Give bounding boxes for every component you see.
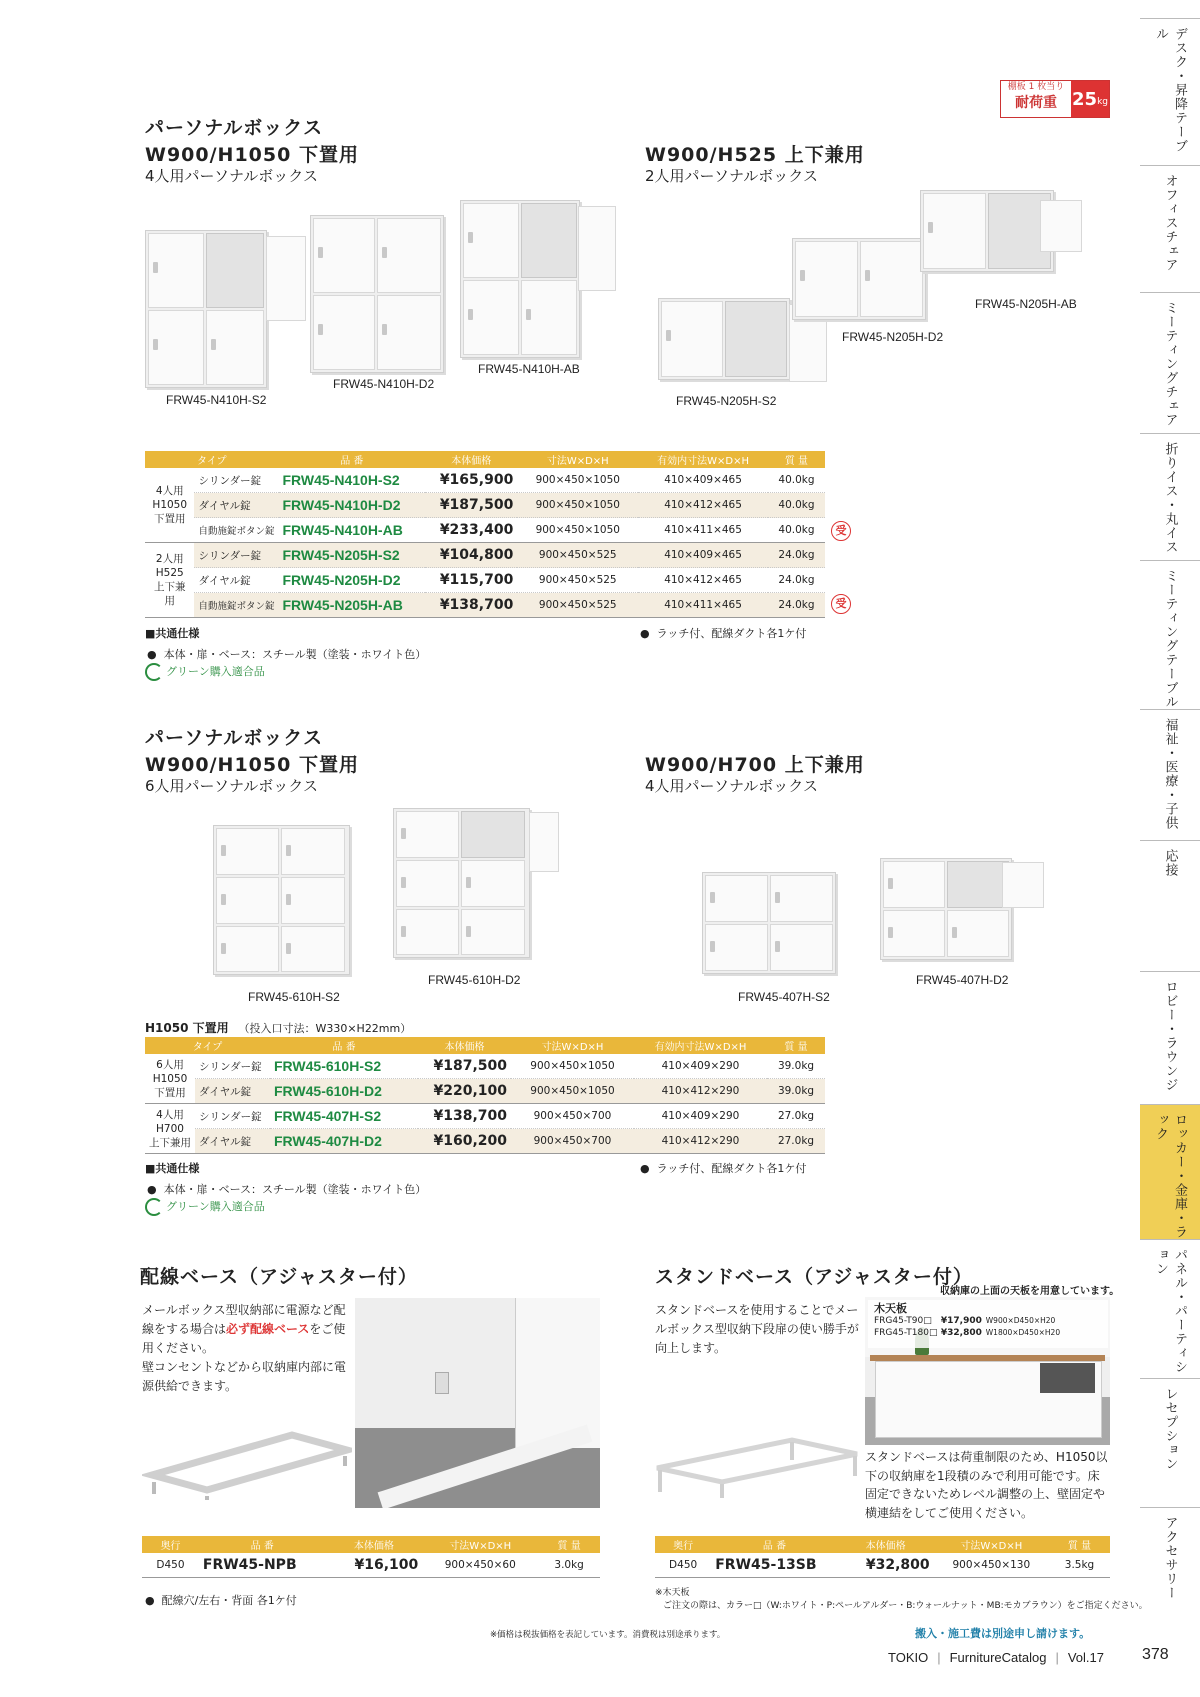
sidebar-tab-label: 折りイス・丸イス: [1162, 442, 1178, 554]
stand-note-1: ※木天板: [655, 1588, 690, 1598]
wood-model: FRG45-T90□: [874, 1316, 932, 1326]
wiring-base-desc: [142, 1301, 347, 1396]
table-row: [145, 568, 825, 593]
top-board-note: 収納庫の上面の天板を用意しています。: [940, 1286, 1120, 1297]
sidebar-tab-folding-chair[interactable]: [1140, 433, 1200, 560]
price-cell: ¥32,800: [838, 1553, 934, 1578]
size-cell: 900×450×1050: [517, 468, 638, 493]
th-size: 寸法W×D×H: [934, 1536, 1049, 1553]
inner-cell: 410×412×465: [638, 568, 768, 593]
type-cell: シリンダー錠: [195, 1104, 270, 1129]
weight-cell: 40.0kg: [768, 493, 825, 518]
th-size: 寸法W×D×H: [517, 451, 638, 468]
stand-caution: スタンドベースは荷重制限のため、H1050以下の収納庫を1段積のみで利用可能です。床固定できないためレベル調整の上、壁固定や横連結をしてご使用ください。: [865, 1450, 1108, 1520]
sidebar-tab-label: レセプション: [1162, 1387, 1178, 1471]
weight-cell: 27.0kg: [767, 1104, 825, 1129]
size-cell: 900×450×1050: [511, 1054, 634, 1079]
section2-right-subtitle: W900/H700 上下兼用: [645, 754, 865, 776]
size-cell: 900×450×525: [517, 593, 638, 618]
size-cell: 900×450×525: [517, 568, 638, 593]
common-spec-title: ■共通仕様: [145, 1162, 200, 1175]
table2-note: [145, 1019, 411, 1036]
green-mark-icon: [145, 663, 163, 681]
size-cell: 900×450×1050: [517, 493, 638, 518]
model-cell: FRW45-N410H-D2: [279, 493, 426, 518]
th-price: 本体価格: [425, 451, 517, 468]
caption-610h-d2: FRW45-610H-D2: [428, 973, 521, 987]
wood-price: ¥17,900: [940, 1316, 982, 1326]
sidebar-tab-panel[interactable]: [1140, 1239, 1200, 1378]
section2-left-subtitle: W900/H1050 下置用: [145, 754, 359, 776]
common-spec-item: ● 本体・扉・ベース：スチール製（塗装・ホワイト色）: [147, 648, 427, 661]
model-cell: FRW45-N410H-AB: [279, 518, 426, 543]
sidebar-tab-office-chair[interactable]: [1140, 165, 1200, 292]
table-row: [145, 468, 825, 493]
th-inner: 有効内寸法W×D×H: [634, 1037, 767, 1054]
wood-size: W1800×D450×H20: [985, 1328, 1061, 1337]
common-spec-text: 本体・扉・ベース：スチール製（塗装・ホワイト色）: [163, 648, 427, 661]
install-note: 搬入・施工費は別途申し請けます。: [915, 1627, 1091, 1640]
sidebar-tab-label: ミーティングテーブル: [1162, 569, 1178, 709]
price-cell: ¥220,100: [418, 1079, 511, 1104]
weight-cell: 3.0kg: [538, 1553, 600, 1578]
latch-note: ● ラッチ付、配線ダクト各1ケ付: [640, 1162, 807, 1175]
model-cell: FRW45-N205H-S2: [279, 543, 426, 568]
price-cell: ¥138,700: [418, 1104, 511, 1129]
type-cell: ダイヤル錠: [194, 493, 278, 518]
wood-top-row: [874, 1327, 1102, 1339]
section2-left-desc: 6人用パーソナルボックス: [145, 777, 319, 795]
model-cell: FRW45-N205H-D2: [279, 568, 426, 593]
depth-cell: D450: [142, 1553, 199, 1578]
green-mark-icon: [145, 1198, 163, 1216]
th-price: 本体価格: [326, 1536, 423, 1553]
inner-cell: 410×409×290: [634, 1054, 767, 1079]
wiring-desc-3: 壁コンセントなどから収納庫内部に電源供給できます。: [142, 1360, 347, 1393]
sidebar-tab-label: ミーティングチェア: [1162, 301, 1178, 427]
type-cell: シリンダー錠: [194, 543, 278, 568]
load-badge-line1: 棚板 1 枚当り: [1007, 82, 1065, 92]
model-cell: FRW45-610H-D2: [270, 1079, 418, 1104]
sidebar-tab-lobby[interactable]: [1140, 971, 1200, 1104]
weight-cell: 39.0kg: [767, 1054, 825, 1079]
table-row: [145, 593, 825, 618]
inner-cell: 410×411×465: [638, 593, 768, 618]
catalog-volume: Vol.17: [1067, 1650, 1104, 1665]
catalog-footer: [888, 1650, 1104, 1665]
inner-cell: 410×412×290: [634, 1079, 767, 1104]
wiring-note-text: 配線穴/左右・背面 各1ケ付: [161, 1594, 297, 1607]
wiring-base-title: 配線ベース（アジャスター付）: [140, 1266, 418, 1288]
category-sidebar: [1140, 18, 1200, 1658]
section1-title: パーソナルボックス: [145, 117, 324, 139]
group-label: 4人用 H700 上下兼用: [145, 1104, 195, 1154]
type-cell: ダイヤル錠: [195, 1129, 270, 1154]
inner-cell: 410×412×290: [634, 1129, 767, 1154]
caption-610h-s2: FRW45-610H-S2: [248, 990, 340, 1004]
caption-n410h-s2: FRW45-N410H-S2: [166, 393, 267, 407]
wood-top-panel: [868, 1300, 1108, 1348]
table-row: [145, 543, 825, 568]
sidebar-tab-meeting-chair[interactable]: [1140, 292, 1200, 433]
latch-note-text: ラッチ付、配線ダクト各1ケ付: [656, 1162, 807, 1175]
weight-cell: 24.0kg: [768, 568, 825, 593]
sidebar-tab-label: アクセサリー: [1162, 1516, 1178, 1600]
wood-price: ¥32,800: [940, 1328, 982, 1338]
sidebar-tab-meeting-table[interactable]: [1140, 560, 1200, 709]
catalog-name: FurnitureCatalog: [949, 1650, 1047, 1665]
sidebar-tab-label: パネル・パーティション: [1153, 1248, 1187, 1374]
wood-size: W900×D450×H20: [985, 1316, 1056, 1325]
th-inner: 有効内寸法W×D×H: [638, 451, 768, 468]
weight-cell: 39.0kg: [767, 1079, 825, 1104]
th-weight: 質 量: [768, 451, 825, 468]
wiring-desc-1: メールボックス型収納部に電源など配線をする場合は: [142, 1303, 346, 1336]
sidebar-tab-accessory[interactable]: [1140, 1507, 1200, 1638]
price-cell: ¥187,500: [425, 493, 517, 518]
stand-base-desc: スタンドベースを使用することでメールボックス型収納下段扉の使い勝手が向上します。: [655, 1303, 859, 1355]
th-size: 寸法W×D×H: [511, 1037, 634, 1054]
type-cell: シリンダー錠: [195, 1054, 270, 1079]
spec-table-1: [145, 451, 825, 618]
weight-cell: 40.0kg: [768, 518, 825, 543]
size-cell: 900×450×1050: [511, 1079, 634, 1104]
th-weight: 質 量: [1049, 1536, 1110, 1553]
stand-note-2: ご注文の際は、カラー□（W:ホワイト・P:ペールアルダー・B:ウォールナット・MB:モカブラウン）をご指定ください。: [663, 1601, 1148, 1611]
wood-top-row: [874, 1315, 1102, 1327]
table-row: [145, 1054, 825, 1079]
order-badge: 受: [831, 594, 851, 614]
th-model: 品 番: [199, 1536, 326, 1553]
inner-cell: 410×409×465: [638, 468, 768, 493]
th-model: 品 番: [279, 451, 426, 468]
price-cell: ¥115,700: [425, 568, 517, 593]
table2-note-label: H1050 下置用: [145, 1021, 229, 1035]
model-cell: FRW45-407H-D2: [270, 1129, 418, 1154]
weight-cell: 3.5kg: [1049, 1553, 1110, 1578]
footer-divider: |: [937, 1650, 941, 1665]
group-label: 2人用 H525 上下兼用: [145, 543, 194, 618]
footer-divider: |: [1055, 1650, 1059, 1665]
stand-base-title: スタンドベース（アジャスター付）: [655, 1266, 973, 1288]
table-row: [145, 493, 825, 518]
common-spec-text: 本体・扉・ベース：スチール製（塗装・ホワイト色）: [163, 1183, 427, 1196]
green-purchase-text: グリーン購入適合品: [166, 665, 265, 678]
sidebar-tab-reception[interactable]: [1140, 1378, 1200, 1507]
wiring-installation-photo: [355, 1298, 600, 1508]
type-cell: ダイヤル錠: [194, 568, 278, 593]
group-label: 4人用 H1050 下置用: [145, 468, 194, 543]
sidebar-tab-welfare[interactable]: [1140, 709, 1200, 840]
th-type: タイプ: [145, 451, 279, 468]
inner-cell: 410×411×465: [638, 518, 768, 543]
th-model: 品 番: [270, 1037, 418, 1054]
section2-title: パーソナルボックス: [145, 727, 324, 749]
sidebar-tab-label: 応接: [1162, 849, 1178, 877]
th-size: 寸法W×D×H: [422, 1536, 538, 1553]
table-row: [655, 1553, 1110, 1578]
th-weight: 質 量: [538, 1536, 600, 1553]
common-spec-item: ● 本体・扉・ベース：スチール製（塗装・ホワイト色）: [147, 1183, 427, 1196]
tax-note: ※価格は税抜価格を表記しています。消費税は別途承ります。: [490, 1630, 726, 1640]
size-cell: 900×450×700: [511, 1104, 634, 1129]
sidebar-tab-label: ロッカー・金庫・ラック: [1153, 1113, 1187, 1239]
model-cell: FRW45-13SB: [711, 1553, 838, 1578]
section2-right-desc: 4人用パーソナルボックス: [645, 777, 819, 795]
latch-note-text: ラッチ付、配線ダクト各1ケ付: [656, 627, 807, 640]
size-cell: 900×450×130: [934, 1553, 1049, 1578]
caption-n410h-ab: FRW45-N410H-AB: [478, 362, 580, 376]
price-cell: ¥233,400: [425, 518, 517, 543]
price-cell: ¥138,700: [425, 593, 517, 618]
size-cell: 900×450×525: [517, 543, 638, 568]
weight-cell: 40.0kg: [768, 468, 825, 493]
type-cell: ダイヤル錠: [195, 1079, 270, 1104]
green-purchase-label: [145, 663, 265, 681]
th-price: 本体価格: [838, 1536, 934, 1553]
section1-right-subtitle: W900/H525 上下兼用: [645, 144, 865, 166]
page-number: 378: [1142, 1646, 1169, 1663]
latch-note: ● ラッチ付、配線ダクト各1ケ付: [640, 627, 807, 640]
model-cell: FRW45-407H-S2: [270, 1104, 418, 1129]
wiring-desc-emph: 必ず配線ベース: [226, 1322, 310, 1336]
common-spec-title: ■共通仕様: [145, 627, 200, 640]
th-depth: 奥行: [655, 1536, 711, 1553]
caption-n205h-s2: FRW45-N205H-S2: [676, 394, 777, 408]
sidebar-tab-label: デスク・昇降テーブル: [1153, 27, 1187, 153]
caption-n205h-ab: FRW45-N205H-AB: [975, 297, 1077, 311]
price-cell: ¥104,800: [425, 543, 517, 568]
table-row: [145, 518, 825, 543]
th-depth: 奥行: [142, 1536, 199, 1553]
load-badge-value: 25: [1072, 88, 1098, 110]
wood-model: FRG45-T180□: [874, 1328, 938, 1338]
sidebar-tab-label: ロビー・ラウンジ: [1162, 980, 1178, 1092]
model-cell: FRW45-610H-S2: [270, 1054, 418, 1079]
green-purchase-label: [145, 1198, 265, 1216]
price-cell: ¥187,500: [418, 1054, 511, 1079]
sidebar-tab-desk[interactable]: [1140, 18, 1200, 165]
type-cell: 自動施錠ボタン錠: [194, 518, 278, 543]
wiring-spec-table: [142, 1536, 600, 1578]
model-cell: FRW45-N410H-S2: [279, 468, 426, 493]
spec-table-2: [145, 1037, 825, 1154]
green-purchase-text: グリーン購入適合品: [166, 1200, 265, 1213]
size-cell: 900×450×60: [422, 1553, 538, 1578]
sidebar-tab-locker[interactable]: [1140, 1104, 1200, 1239]
section1-left-desc: 4人用パーソナルボックス: [145, 167, 319, 185]
order-badge: 受: [831, 521, 851, 541]
section1-right-desc: 2人用パーソナルボックス: [645, 167, 819, 185]
brand-name: TOKIO: [888, 1650, 929, 1665]
inner-cell: 410×409×290: [634, 1104, 767, 1129]
th-type: タイプ: [145, 1037, 270, 1054]
table-row: [145, 1104, 825, 1129]
type-cell: シリンダー錠: [194, 468, 278, 493]
weight-cell: 24.0kg: [768, 543, 825, 568]
model-cell: FRW45-N205H-AB: [279, 593, 426, 618]
sidebar-tab-label: 福祉・医療・子供: [1162, 718, 1178, 830]
load-badge-unit: kg: [1097, 97, 1108, 107]
type-cell: 自動施錠ボタン錠: [194, 593, 278, 618]
th-model: 品 番: [711, 1536, 838, 1553]
table-row: [142, 1553, 600, 1578]
wood-top-title: 木天板: [874, 1302, 907, 1315]
caption-n205h-d2: FRW45-N205H-D2: [842, 330, 944, 344]
inner-cell: 410×409×465: [638, 543, 768, 568]
depth-cell: D450: [655, 1553, 711, 1578]
weight-cell: 27.0kg: [767, 1129, 825, 1154]
caption-n410h-d2: FRW45-N410H-D2: [333, 377, 435, 391]
price-cell: ¥16,100: [326, 1553, 423, 1578]
load-capacity-badge: [1000, 80, 1110, 118]
sidebar-tab-label: オフィスチェア: [1162, 174, 1178, 272]
inner-cell: 410×412×465: [638, 493, 768, 518]
load-badge-line2: 耐荷重: [1015, 95, 1057, 111]
weight-cell: 24.0kg: [768, 593, 825, 618]
caption-407h-s2: FRW45-407H-S2: [738, 990, 830, 1004]
model-cell: FRW45-NPB: [199, 1553, 326, 1578]
price-cell: ¥165,900: [425, 468, 517, 493]
size-cell: 900×450×700: [511, 1129, 634, 1154]
wiring-desc-2: をご使用ください。: [142, 1322, 346, 1355]
caption-407h-d2: FRW45-407H-D2: [916, 973, 1009, 987]
section1-left-subtitle: W900/H1050 下置用: [145, 144, 359, 166]
price-cell: ¥160,200: [418, 1129, 511, 1154]
table-row: [145, 1129, 825, 1154]
wiring-note: ● 配線穴/左右・背面 各1ケ付: [145, 1594, 297, 1607]
stand-spec-table: [655, 1536, 1110, 1578]
th-weight: 質 量: [767, 1037, 825, 1054]
th-price: 本体価格: [418, 1037, 511, 1054]
size-cell: 900×450×1050: [517, 518, 638, 543]
table-row: [145, 1079, 825, 1104]
table2-note-text: （投入口寸法：W330×H22mm）: [238, 1022, 412, 1035]
sidebar-tab-reception-set[interactable]: [1140, 840, 1200, 971]
group-label: 6人用 H1050 下置用: [145, 1054, 195, 1104]
